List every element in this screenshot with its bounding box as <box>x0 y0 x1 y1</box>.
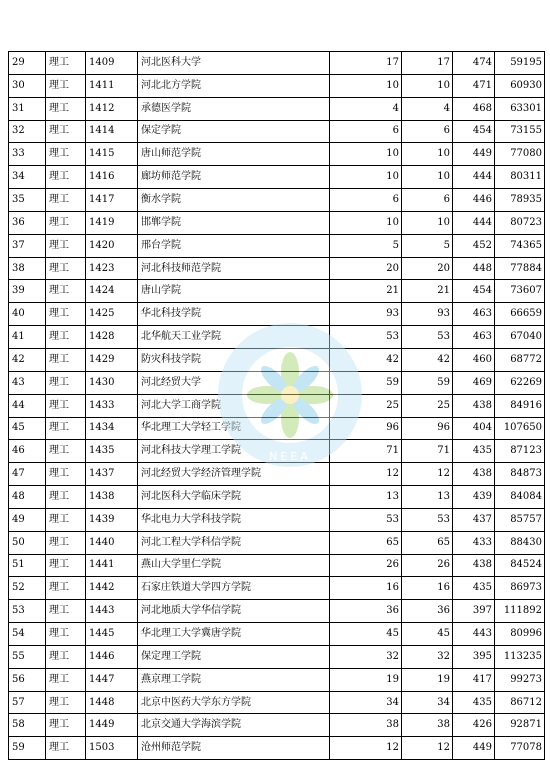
table-cell: 53 <box>330 326 402 349</box>
table-row <box>9 97 545 120</box>
table-cell: 55 <box>9 645 46 668</box>
table-cell: 438 <box>453 463 495 486</box>
table-cell: 74365 <box>495 234 545 257</box>
table-cell: 45 <box>402 623 453 646</box>
table-cell: 395 <box>453 645 495 668</box>
table-cell: 理工 <box>46 211 86 234</box>
table-cell: 廊坊师范学院 <box>138 166 330 189</box>
table-cell: 邯郸学院 <box>138 211 330 234</box>
table-cell: 10 <box>402 143 453 166</box>
table-row <box>9 348 545 371</box>
table-cell: 73155 <box>495 120 545 143</box>
table-cell: 84084 <box>495 486 545 509</box>
table-cell: 50 <box>9 531 46 554</box>
table-cell: 17 <box>330 52 402 75</box>
table-cell: 84873 <box>495 463 545 486</box>
table-row <box>9 486 545 509</box>
table-cell: 32 <box>402 645 453 668</box>
table-cell: 唐山师范学院 <box>138 143 330 166</box>
table-cell: 460 <box>453 348 495 371</box>
table-cell: 理工 <box>46 486 86 509</box>
table-cell: 16 <box>402 577 453 600</box>
table-cell: 1415 <box>86 143 138 166</box>
table-cell: 20 <box>330 257 402 280</box>
table-cell: 35 <box>9 189 46 212</box>
table-row <box>9 417 545 440</box>
table-cell: 96 <box>330 417 402 440</box>
table-cell: 77080 <box>495 143 545 166</box>
table-cell: 45 <box>330 623 402 646</box>
table-cell: 理工 <box>46 74 86 97</box>
table-cell: 77078 <box>495 737 545 760</box>
table-row <box>9 234 545 257</box>
table-cell: 52 <box>9 577 46 600</box>
watermark-text: NEEA <box>269 450 311 463</box>
table-cell: 华北理工大学轻工学院 <box>138 417 330 440</box>
table-cell: 理工 <box>46 737 86 760</box>
table-row <box>9 326 545 349</box>
table-cell: 454 <box>453 280 495 303</box>
table-row <box>9 280 545 303</box>
table-cell: 39 <box>9 280 46 303</box>
table-cell: 53 <box>402 326 453 349</box>
table-cell: 12 <box>330 737 402 760</box>
table-cell: 理工 <box>46 326 86 349</box>
table-cell: 河北经贸大学 <box>138 371 330 394</box>
table-cell: 53 <box>402 508 453 531</box>
table-row <box>9 531 545 554</box>
table-cell: 42 <box>330 348 402 371</box>
table-cell: 53 <box>9 600 46 623</box>
table-row <box>9 600 545 623</box>
table-cell: 1430 <box>86 371 138 394</box>
table-row <box>9 554 545 577</box>
table-cell: 河北北方学院 <box>138 74 330 97</box>
table-cell: 13 <box>330 486 402 509</box>
table-cell: 49 <box>9 508 46 531</box>
table-cell: 理工 <box>46 257 86 280</box>
table-cell: 474 <box>453 52 495 75</box>
table-cell: 理工 <box>46 508 86 531</box>
table-cell: 北华航天工业学院 <box>138 326 330 349</box>
table-cell: 1425 <box>86 303 138 326</box>
table-row <box>9 257 545 280</box>
table-cell: 4 <box>402 97 453 120</box>
table-cell: 10 <box>330 211 402 234</box>
table-cell: 446 <box>453 189 495 212</box>
table-cell: 19 <box>330 668 402 691</box>
table-cell: 84916 <box>495 394 545 417</box>
table-cell: 理工 <box>46 348 86 371</box>
table-cell: 理工 <box>46 623 86 646</box>
table-cell: 397 <box>453 600 495 623</box>
table-cell: 71 <box>330 440 402 463</box>
table-cell: 34 <box>330 691 402 714</box>
table-cell: 31 <box>9 97 46 120</box>
table-cell: 理工 <box>46 577 86 600</box>
table-cell: 17 <box>402 52 453 75</box>
table-cell: 54 <box>9 623 46 646</box>
table-cell: 河北科技大学理工学院 <box>138 440 330 463</box>
table-cell: 河北科技师范学院 <box>138 257 330 280</box>
table-cell: 36 <box>402 600 453 623</box>
table-cell: 理工 <box>46 120 86 143</box>
table-cell: 463 <box>453 326 495 349</box>
table-cell: 理工 <box>46 143 86 166</box>
table-cell: 1446 <box>86 645 138 668</box>
table-cell: 93 <box>330 303 402 326</box>
table-cell: 438 <box>453 394 495 417</box>
table-cell: 1445 <box>86 623 138 646</box>
table-cell: 6 <box>402 120 453 143</box>
table-cell: 53 <box>330 508 402 531</box>
table-cell: 30 <box>9 74 46 97</box>
table-cell: 62269 <box>495 371 545 394</box>
table-cell: 433 <box>453 531 495 554</box>
table-cell: 理工 <box>46 645 86 668</box>
table-cell: 理工 <box>46 234 86 257</box>
table-cell: 58 <box>9 714 46 737</box>
table-cell: 1414 <box>86 120 138 143</box>
table-cell: 保定学院 <box>138 120 330 143</box>
table-cell: 80996 <box>495 623 545 646</box>
table-cell: 1428 <box>86 326 138 349</box>
table-row <box>9 508 545 531</box>
table-cell: 439 <box>453 486 495 509</box>
table-cell: 78935 <box>495 189 545 212</box>
table-cell: 59 <box>9 737 46 760</box>
table-cell: 93 <box>402 303 453 326</box>
table-cell: 26 <box>402 554 453 577</box>
table-cell: 10 <box>330 166 402 189</box>
table-row <box>9 645 545 668</box>
table-cell: 60930 <box>495 74 545 97</box>
table-cell: 理工 <box>46 463 86 486</box>
table-cell: 唐山学院 <box>138 280 330 303</box>
table-cell: 449 <box>453 143 495 166</box>
table-cell: 99273 <box>495 668 545 691</box>
table-cell: 42 <box>402 348 453 371</box>
table-cell: 113235 <box>495 645 545 668</box>
table-cell: 1409 <box>86 52 138 75</box>
table-cell: 防灾科技学院 <box>138 348 330 371</box>
table-cell: 65 <box>330 531 402 554</box>
table-cell: 71 <box>402 440 453 463</box>
table-cell: 理工 <box>46 303 86 326</box>
table-row <box>9 668 545 691</box>
table-cell: 67040 <box>495 326 545 349</box>
table-cell: 73607 <box>495 280 545 303</box>
table-cell: 84524 <box>495 554 545 577</box>
table-cell: 5 <box>330 234 402 257</box>
table-cell: 38 <box>402 714 453 737</box>
table-cell: 北京中医药大学东方学院 <box>138 691 330 714</box>
table-row <box>9 577 545 600</box>
table-cell: 4 <box>330 97 402 120</box>
table-cell: 1435 <box>86 440 138 463</box>
table-cell: 468 <box>453 97 495 120</box>
table-cell: 1412 <box>86 97 138 120</box>
table-row <box>9 303 545 326</box>
table-cell: 21 <box>330 280 402 303</box>
table-row <box>9 74 545 97</box>
table-cell: 1424 <box>86 280 138 303</box>
table-cell: 理工 <box>46 371 86 394</box>
table-cell: 43 <box>9 371 46 394</box>
table-cell: 13 <box>402 486 453 509</box>
table-cell: 452 <box>453 234 495 257</box>
table-cell: 理工 <box>46 166 86 189</box>
table-cell: 41 <box>9 326 46 349</box>
table-cell: 1438 <box>86 486 138 509</box>
table-cell: 47 <box>9 463 46 486</box>
table-cell: 66659 <box>495 303 545 326</box>
table-cell: 北京交通大学海滨学院 <box>138 714 330 737</box>
table-cell: 1448 <box>86 691 138 714</box>
table-cell: 26 <box>330 554 402 577</box>
table-cell: 444 <box>453 211 495 234</box>
table-cell: 111892 <box>495 600 545 623</box>
table-cell: 44 <box>9 394 46 417</box>
table-cell: 21 <box>402 280 453 303</box>
table-cell: 86712 <box>495 691 545 714</box>
table-cell: 45 <box>9 417 46 440</box>
table-cell: 河北医科大学临床学院 <box>138 486 330 509</box>
table-cell: 88430 <box>495 531 545 554</box>
table-cell: 10 <box>330 74 402 97</box>
table-cell: 57 <box>9 691 46 714</box>
table-cell: 华北电力大学科技学院 <box>138 508 330 531</box>
table-cell: 承德医学院 <box>138 97 330 120</box>
table-cell: 107650 <box>495 417 545 440</box>
table-cell: 12 <box>402 463 453 486</box>
table-cell: 56 <box>9 668 46 691</box>
table-row <box>9 394 545 417</box>
table-cell: 10 <box>402 166 453 189</box>
table-cell: 435 <box>453 440 495 463</box>
table-cell: 92871 <box>495 714 545 737</box>
table-cell: 34 <box>9 166 46 189</box>
table-cell: 51 <box>9 554 46 577</box>
table-row <box>9 189 545 212</box>
table-cell: 20 <box>402 257 453 280</box>
table-cell: 19 <box>402 668 453 691</box>
table-cell: 63301 <box>495 97 545 120</box>
table-cell: 1411 <box>86 74 138 97</box>
table-cell: 理工 <box>46 668 86 691</box>
table-cell: 保定理工学院 <box>138 645 330 668</box>
table-cell: 邢台学院 <box>138 234 330 257</box>
table-cell: 衡水学院 <box>138 189 330 212</box>
table-cell: 437 <box>453 508 495 531</box>
table-cell: 华北理工大学冀唐学院 <box>138 623 330 646</box>
table-cell: 河北工程大学科信学院 <box>138 531 330 554</box>
table-cell: 理工 <box>46 52 86 75</box>
table-cell: 河北大学工商学院 <box>138 394 330 417</box>
table-cell: 理工 <box>46 280 86 303</box>
table-cell: 1443 <box>86 600 138 623</box>
table-row <box>9 623 545 646</box>
table-cell: 理工 <box>46 189 86 212</box>
table-cell: 469 <box>453 371 495 394</box>
table-cell: 理工 <box>46 554 86 577</box>
table-cell: 77884 <box>495 257 545 280</box>
admission-table <box>8 51 545 760</box>
table-cell: 59195 <box>495 52 545 75</box>
table-cell: 理工 <box>46 417 86 440</box>
table-cell: 理工 <box>46 600 86 623</box>
table-cell: 37 <box>9 234 46 257</box>
table-cell: 417 <box>453 668 495 691</box>
table-row <box>9 714 545 737</box>
table-cell: 25 <box>330 394 402 417</box>
table-cell: 1439 <box>86 508 138 531</box>
table-cell: 435 <box>453 691 495 714</box>
table-cell: 6 <box>330 120 402 143</box>
table-cell: 1447 <box>86 668 138 691</box>
table-cell: 448 <box>453 257 495 280</box>
table-cell: 沧州师范学院 <box>138 737 330 760</box>
table-cell: 40 <box>9 303 46 326</box>
table-cell: 65 <box>402 531 453 554</box>
table-cell: 96 <box>402 417 453 440</box>
table-cell: 1416 <box>86 166 138 189</box>
table-cell: 理工 <box>46 691 86 714</box>
table-cell: 10 <box>402 74 453 97</box>
table-cell: 68772 <box>495 348 545 371</box>
table-cell: 华北科技学院 <box>138 303 330 326</box>
table-cell: 6 <box>330 189 402 212</box>
table-cell: 理工 <box>46 714 86 737</box>
table-cell: 444 <box>453 166 495 189</box>
table-cell: 10 <box>402 211 453 234</box>
table-cell: 46 <box>9 440 46 463</box>
table-cell: 29 <box>9 52 46 75</box>
table-cell: 石家庄铁道大学四方学院 <box>138 577 330 600</box>
table-cell: 1433 <box>86 394 138 417</box>
table-cell: 1429 <box>86 348 138 371</box>
table-cell: 理工 <box>46 394 86 417</box>
table-cell: 25 <box>402 394 453 417</box>
table-cell: 1437 <box>86 463 138 486</box>
table-row <box>9 440 545 463</box>
table-row <box>9 463 545 486</box>
table-row <box>9 120 545 143</box>
table-row <box>9 166 545 189</box>
table-cell: 燕京理工学院 <box>138 668 330 691</box>
table-cell: 33 <box>9 143 46 166</box>
table-cell: 85757 <box>495 508 545 531</box>
table-row <box>9 211 545 234</box>
table-cell: 1417 <box>86 189 138 212</box>
table-cell: 1503 <box>86 737 138 760</box>
table-cell: 河北经贸大学经济管理学院 <box>138 463 330 486</box>
table-cell: 1442 <box>86 577 138 600</box>
table-cell: 87123 <box>495 440 545 463</box>
table-cell: 38 <box>9 257 46 280</box>
table-cell: 38 <box>330 714 402 737</box>
table-cell: 454 <box>453 120 495 143</box>
table-cell: 12 <box>330 463 402 486</box>
table-cell: 12 <box>402 737 453 760</box>
table-cell: 42 <box>9 348 46 371</box>
table-cell: 河北地质大学华信学院 <box>138 600 330 623</box>
table-cell: 32 <box>330 645 402 668</box>
table-cell: 1441 <box>86 554 138 577</box>
table-cell: 10 <box>330 143 402 166</box>
table-cell: 404 <box>453 417 495 440</box>
table-cell: 1440 <box>86 531 138 554</box>
table-cell: 1423 <box>86 257 138 280</box>
table-cell: 河北医科大学 <box>138 52 330 75</box>
table-row <box>9 737 545 760</box>
table-cell: 449 <box>453 737 495 760</box>
table-cell: 1420 <box>86 234 138 257</box>
table-cell: 理工 <box>46 440 86 463</box>
table-cell: 6 <box>402 189 453 212</box>
table-cell: 86973 <box>495 577 545 600</box>
table-cell: 463 <box>453 303 495 326</box>
table-cell: 36 <box>9 211 46 234</box>
table-cell: 5 <box>402 234 453 257</box>
table-cell: 16 <box>330 577 402 600</box>
table-cell: 438 <box>453 554 495 577</box>
table-row <box>9 371 545 394</box>
table-cell: 80723 <box>495 211 545 234</box>
table-row <box>9 143 545 166</box>
table-cell: 80311 <box>495 166 545 189</box>
table-cell: 1449 <box>86 714 138 737</box>
table-cell: 1434 <box>86 417 138 440</box>
table-cell: 435 <box>453 577 495 600</box>
table-cell: 471 <box>453 74 495 97</box>
table-cell: 426 <box>453 714 495 737</box>
table-cell: 理工 <box>46 97 86 120</box>
table-row <box>9 691 545 714</box>
table-cell: 48 <box>9 486 46 509</box>
table-cell: 36 <box>330 600 402 623</box>
table-cell: 32 <box>9 120 46 143</box>
table-cell: 34 <box>402 691 453 714</box>
table-cell: 59 <box>330 371 402 394</box>
table-cell: 1419 <box>86 211 138 234</box>
table-cell: 443 <box>453 623 495 646</box>
table-cell: 理工 <box>46 531 86 554</box>
table-cell: 59 <box>402 371 453 394</box>
table-row <box>9 52 545 75</box>
table-cell: 燕山大学里仁学院 <box>138 554 330 577</box>
